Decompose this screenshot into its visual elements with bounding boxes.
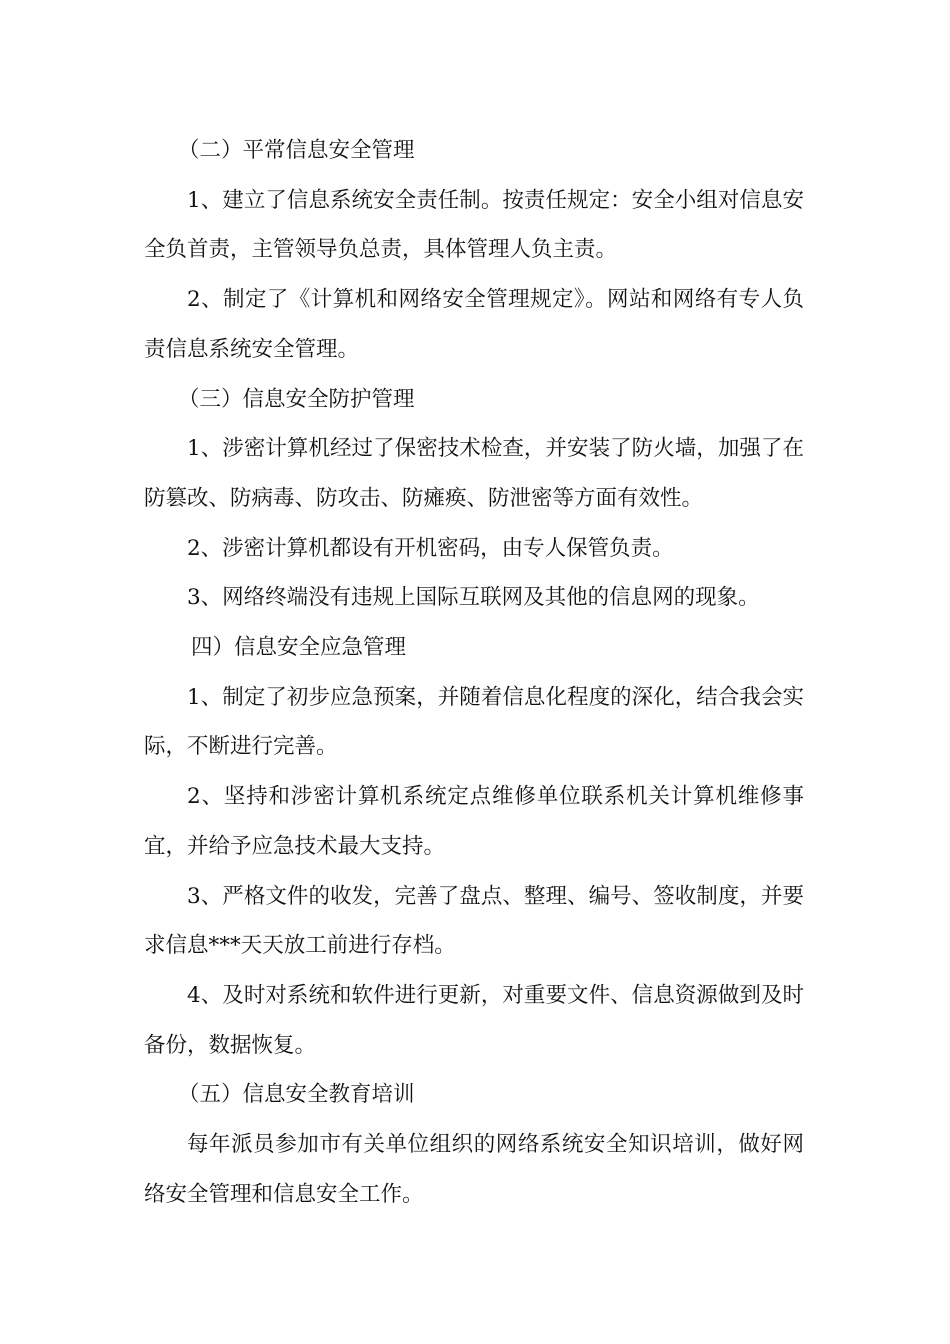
- section-heading-5: （五）信息安全教育培训: [178, 1082, 415, 1108]
- section-heading-4: 四）信息安全应急管理: [191, 635, 407, 661]
- paragraph: 每年派员参加市有关单位组织的网络系统安全知识培训，做好网络安全管理和信息安全工作。: [144, 1132, 804, 1207]
- document-body: [144, 126, 804, 1219]
- paragraph: 3、严格文件的收发，完善了盘点、整理、编号、签收制度，并要求信息***天天放工前进行存档。: [144, 883, 804, 959]
- paragraph: 2、坚持和涉密计算机系统定点维修单位联系机关计算机维修事宜，并给予应急技术最大支持。: [144, 784, 804, 859]
- paragraph: 4、及时对系统和软件进行更新，对重要文件、信息资源做到及时备份，数据恢复。: [144, 982, 804, 1058]
- section-heading-3: （三）信息安全防护管理: [178, 386, 415, 412]
- paragraph: 1、建立了信息系统安全责任制。按责任规定：安全小组对信息安全负首责，主管领导负总责，具体管理人负主责。: [144, 187, 804, 263]
- paragraph: 1、制定了初步应急预案，并随着信息化程度的深化，结合我会实际，不断进行完善。: [144, 684, 804, 760]
- section-heading-2: （二）平常信息安全管理: [178, 138, 415, 163]
- paragraph: 2、涉密计算机都设有开机密码，由专人保管负责。: [187, 535, 674, 561]
- paragraph: 3、网络终端没有违规上国际互联网及其他的信息网的现象。: [187, 585, 760, 611]
- paragraph: 2、制定了《计算机和网络安全管理规定》。网站和网络有专人负责信息系统安全管理。: [144, 287, 804, 362]
- paragraph: 1、涉密计算机经过了保密技术检查，并安装了防火墙，加强了在防篡改、防病毒、防攻击、防瘫痪、防泄密等方面有效性。: [144, 436, 804, 511]
